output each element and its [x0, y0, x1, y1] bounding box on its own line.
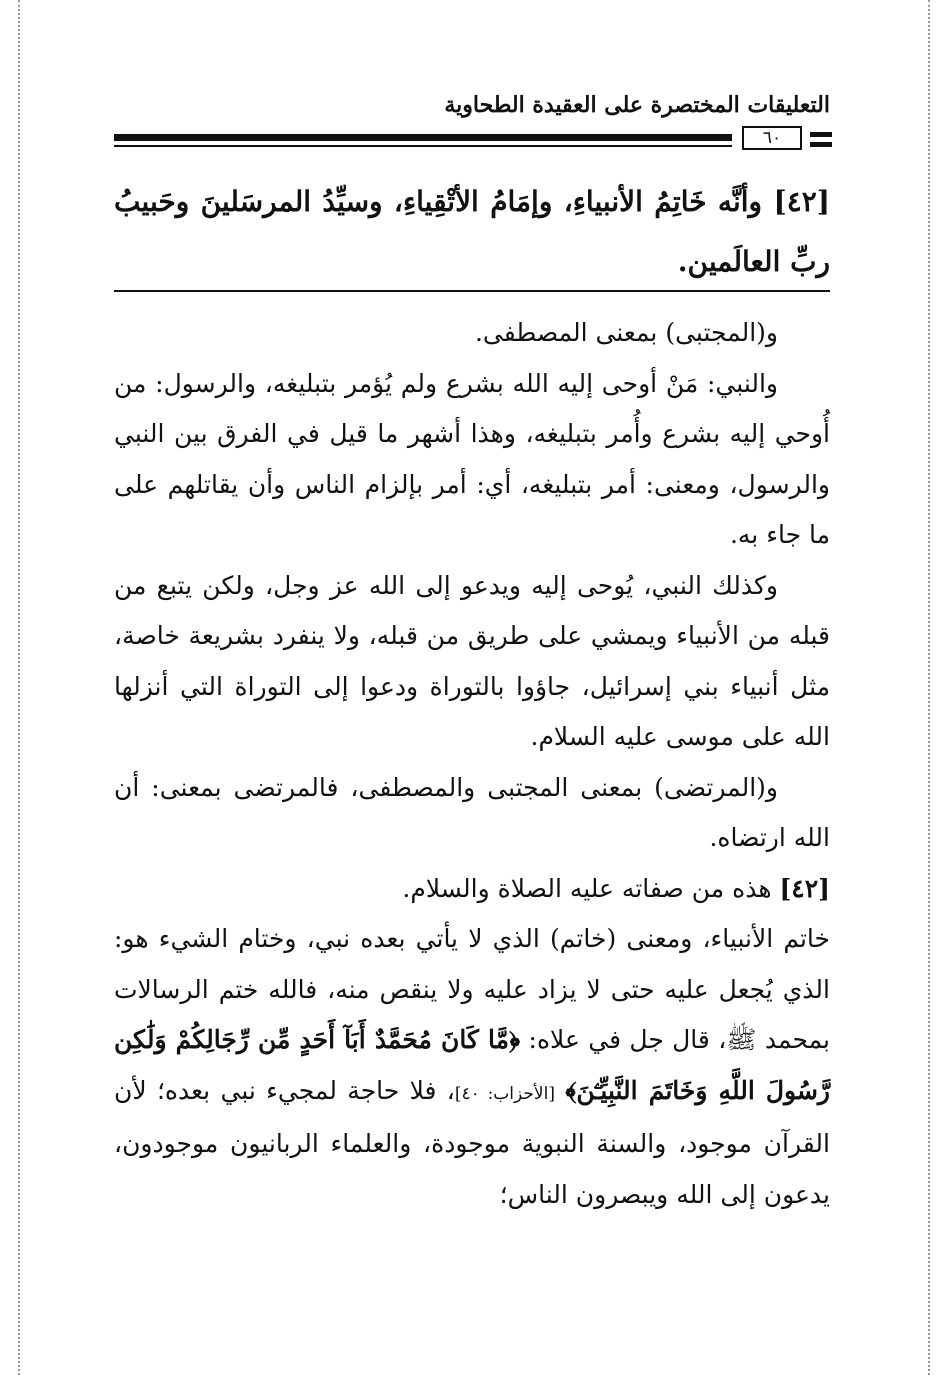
- section-divider: [114, 290, 830, 292]
- quran-verse: ﴿مَّا كَانَ مُحَمَّدٌ أَبَآ أَحَدٍ مِّن رِّجَالِكُمْ وَلَٰكِن رَّسُولَ اللَّهِ وَخَاتَمَ النَّبِيِّـۧنَ﴾: [114, 1025, 830, 1105]
- matn-text: [114, 172, 830, 292]
- paragraph-text: ، فلا حاجة لمجيء نبي بعده؛ لأن القرآن موجود، والسنة النبوية موجودة، والعلماء الربانيون موجودون، يدعون إلى الله ويبصرون الناس؛: [114, 1075, 830, 1209]
- header-rule-thick: [114, 134, 732, 141]
- note-paragraph: [114, 864, 830, 915]
- matn-body: وأنَّه خَاتِمُ الأنبياءِ، وإمَامُ الأتْقِياءِ، وسيِّدُ المرسَلينَ وحَبيبُ ربِّ العالَمين.: [114, 185, 830, 278]
- page-header: [114, 92, 830, 152]
- paragraph: وكذلك النبي، يُوحى إليه ويدعو إلى الله عز وجل، ولكن يتبع من قبله من الأنبياء ويمشي على طريق من قبله، ولا ينفرد بشريعة خاصة، مثل أنبياء بني إسرائيل، جاؤوا بالتوراة ودعوا إلى التوراة التي أنزلها الله على موسى عليه السلام.: [114, 570, 830, 751]
- verse-reference: [الأحزاب: ٤٠]: [454, 1083, 555, 1104]
- paragraph: و(المجتبى) بمعنى المصطفى.: [474, 318, 778, 347]
- paragraph-text: خاتم الأنبياء، ومعنى (خاتم) الذي لا يأتي بعده نبي، وختام الشيء هو: الذي يُجعل عليه حتى لا يزاد عليه ولا ينقص منه، فالله ختم الرسالات بمحمد ﷺ، قال جل في علاه:: [114, 924, 831, 1054]
- page-number: ٦٠: [742, 126, 802, 150]
- note-text: هذه من صفاته عليه الصلاة والسلام.: [402, 873, 772, 903]
- page-number-bar: [810, 132, 832, 137]
- paragraph: والنبي: مَنْ أوحى إليه الله بشرع ولم يُؤمر بتبليغه، والرسول: من أُوحي إليه بشرع وأُمر بتبليغه، وهذا أشهر ما قيل في الفرق بين النبي والرسول، ومعنى: أمر بتبليغه، أي: أمر بإلزام الناس وأن يقاتلهم على ما جاء به.: [114, 368, 830, 549]
- commentary-note-number: [٤٢]: [779, 873, 830, 903]
- paragraph: [114, 914, 830, 1220]
- scan-edge-left: [18, 0, 20, 1375]
- scan-edge-right: [928, 0, 930, 1375]
- running-title: التعليقات المختصرة على العقيدة الطحاوية: [444, 92, 830, 118]
- paragraph: و(المرتضى) بمعنى المجتبى والمصطفى، فالمرتضى بمعنى: أن الله ارتضاه.: [114, 772, 830, 852]
- page-number-bar: [810, 142, 832, 147]
- matn-note-number: [٤٢]: [773, 185, 831, 218]
- header-rule-thin: [114, 145, 732, 147]
- commentary: [114, 308, 830, 1220]
